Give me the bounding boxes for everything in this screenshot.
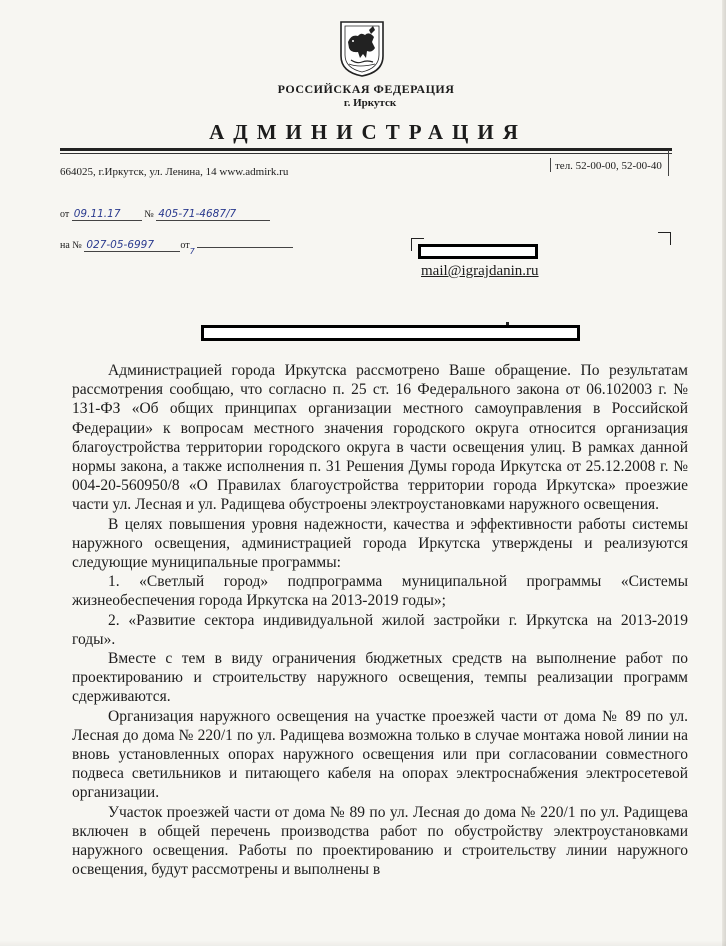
- redacted-recipient-name: [418, 244, 538, 259]
- header-divider-thick: [60, 148, 672, 151]
- reply-label: на №: [60, 240, 82, 251]
- body-paragraph: Участок проезжей части от дома № 89 по ул. Лесная до дома № 220/1 по ул. Радищева включен в общей перечень производства работ по обустройству электроустановками наружного освещения. Работы по проектированию и строительству линии наружного освещения, будут рассмотрены и выполнены в: [72, 803, 688, 879]
- scan-edge-shading: [722, 0, 726, 946]
- recipient-email: mail@igrajdanin.ru: [421, 263, 539, 279]
- handwritten-number: 405-71-4687/7: [156, 208, 270, 221]
- coat-of-arms-emblem: [339, 20, 385, 78]
- outgoing-reference: [60, 208, 270, 221]
- body-paragraph: В целях повышения уровня надежности, качества и эффективности работы системы наружного освещения, администрацией города Иркутска утверждены и реализуются следующие муниципальные программы:: [72, 515, 688, 572]
- letter-body: [72, 361, 688, 879]
- body-paragraph: Организация наружного освещения на участке проезжей части от дома № 89 по ул. Лесная до дома № 220/1 по ул. Радищева возможна только в случае монтажа новой линии на вновь установленных опорах наружного освещения или при согласовании совместного подвеса светильников и питающего кабеля на опорах электроснабжения электросетевой организации.: [72, 707, 688, 802]
- handwritten-reply-suffix: 7: [189, 247, 195, 256]
- scan-bottom-shading: [0, 940, 726, 946]
- phone-numbers: тел. 52-00-00, 52-00-40: [550, 158, 662, 172]
- city-heading: г. Иркутск: [343, 97, 397, 109]
- redacted-salutation: [201, 325, 580, 341]
- handwritten-date: 09.11.17: [72, 208, 142, 221]
- body-paragraph: Вместе с тем в виду ограничения бюджетных средств на выполнение работ по проектированию и строительству наружного освещения, темпы реализации программ сдерживаются.: [72, 650, 688, 706]
- program-list-item: 2. «Развитие сектора индивидуальной жилой застройки г. Иркутска на 2013-2019 годы».: [72, 611, 688, 648]
- country-heading: РОССИЙСКАЯ ФЕДЕРАЦИЯ: [277, 82, 455, 96]
- number-label: №: [144, 209, 154, 220]
- organization-title: АДМИНИСТРАЦИЯ: [209, 120, 527, 144]
- body-paragraph: Администрацией города Иркутска рассмотрено Ваше обращение. По результатам рассмотрения сообщаю, что согласно п. 25 ст. 16 Федерального закона от 06.102003 г. № 131-ФЗ «Об общих принципах организации местного самоуправления в Российской Федерации» к вопросам местного значения городского округа относится организация благоустройства территории городского округа в части освещения улиц. В рамках данной нормы закона, а также исполнения п. 31 Решения Думы города Иркутска от 25.12.2008 г. № 004-20-560950/8 «О Правилах благоустройства территории города Иркутска» проезжие части ул. Лесная и ул. Радищева обустроены электроустановками наружного освещения.: [72, 362, 688, 514]
- incoming-reference: [60, 237, 293, 256]
- address-block-corner-right: [658, 232, 671, 245]
- postal-address: 664025, г.Иркутск, ул. Ленина, 14 www.admirk.ru: [60, 166, 289, 178]
- handwritten-reply-number: 027-05-6997: [84, 239, 180, 252]
- reply-date-label: от: [180, 240, 190, 251]
- reply-date-blank: [197, 237, 293, 248]
- header-divider-thin: [60, 153, 672, 154]
- date-label: от: [60, 209, 70, 220]
- phone-bracket: [668, 150, 669, 176]
- program-list-item: 1. «Светлый город» подпрограмма муниципальной программы «Системы жизнеобеспечения города Иркутска на 2013-2019 годы»;: [72, 573, 688, 610]
